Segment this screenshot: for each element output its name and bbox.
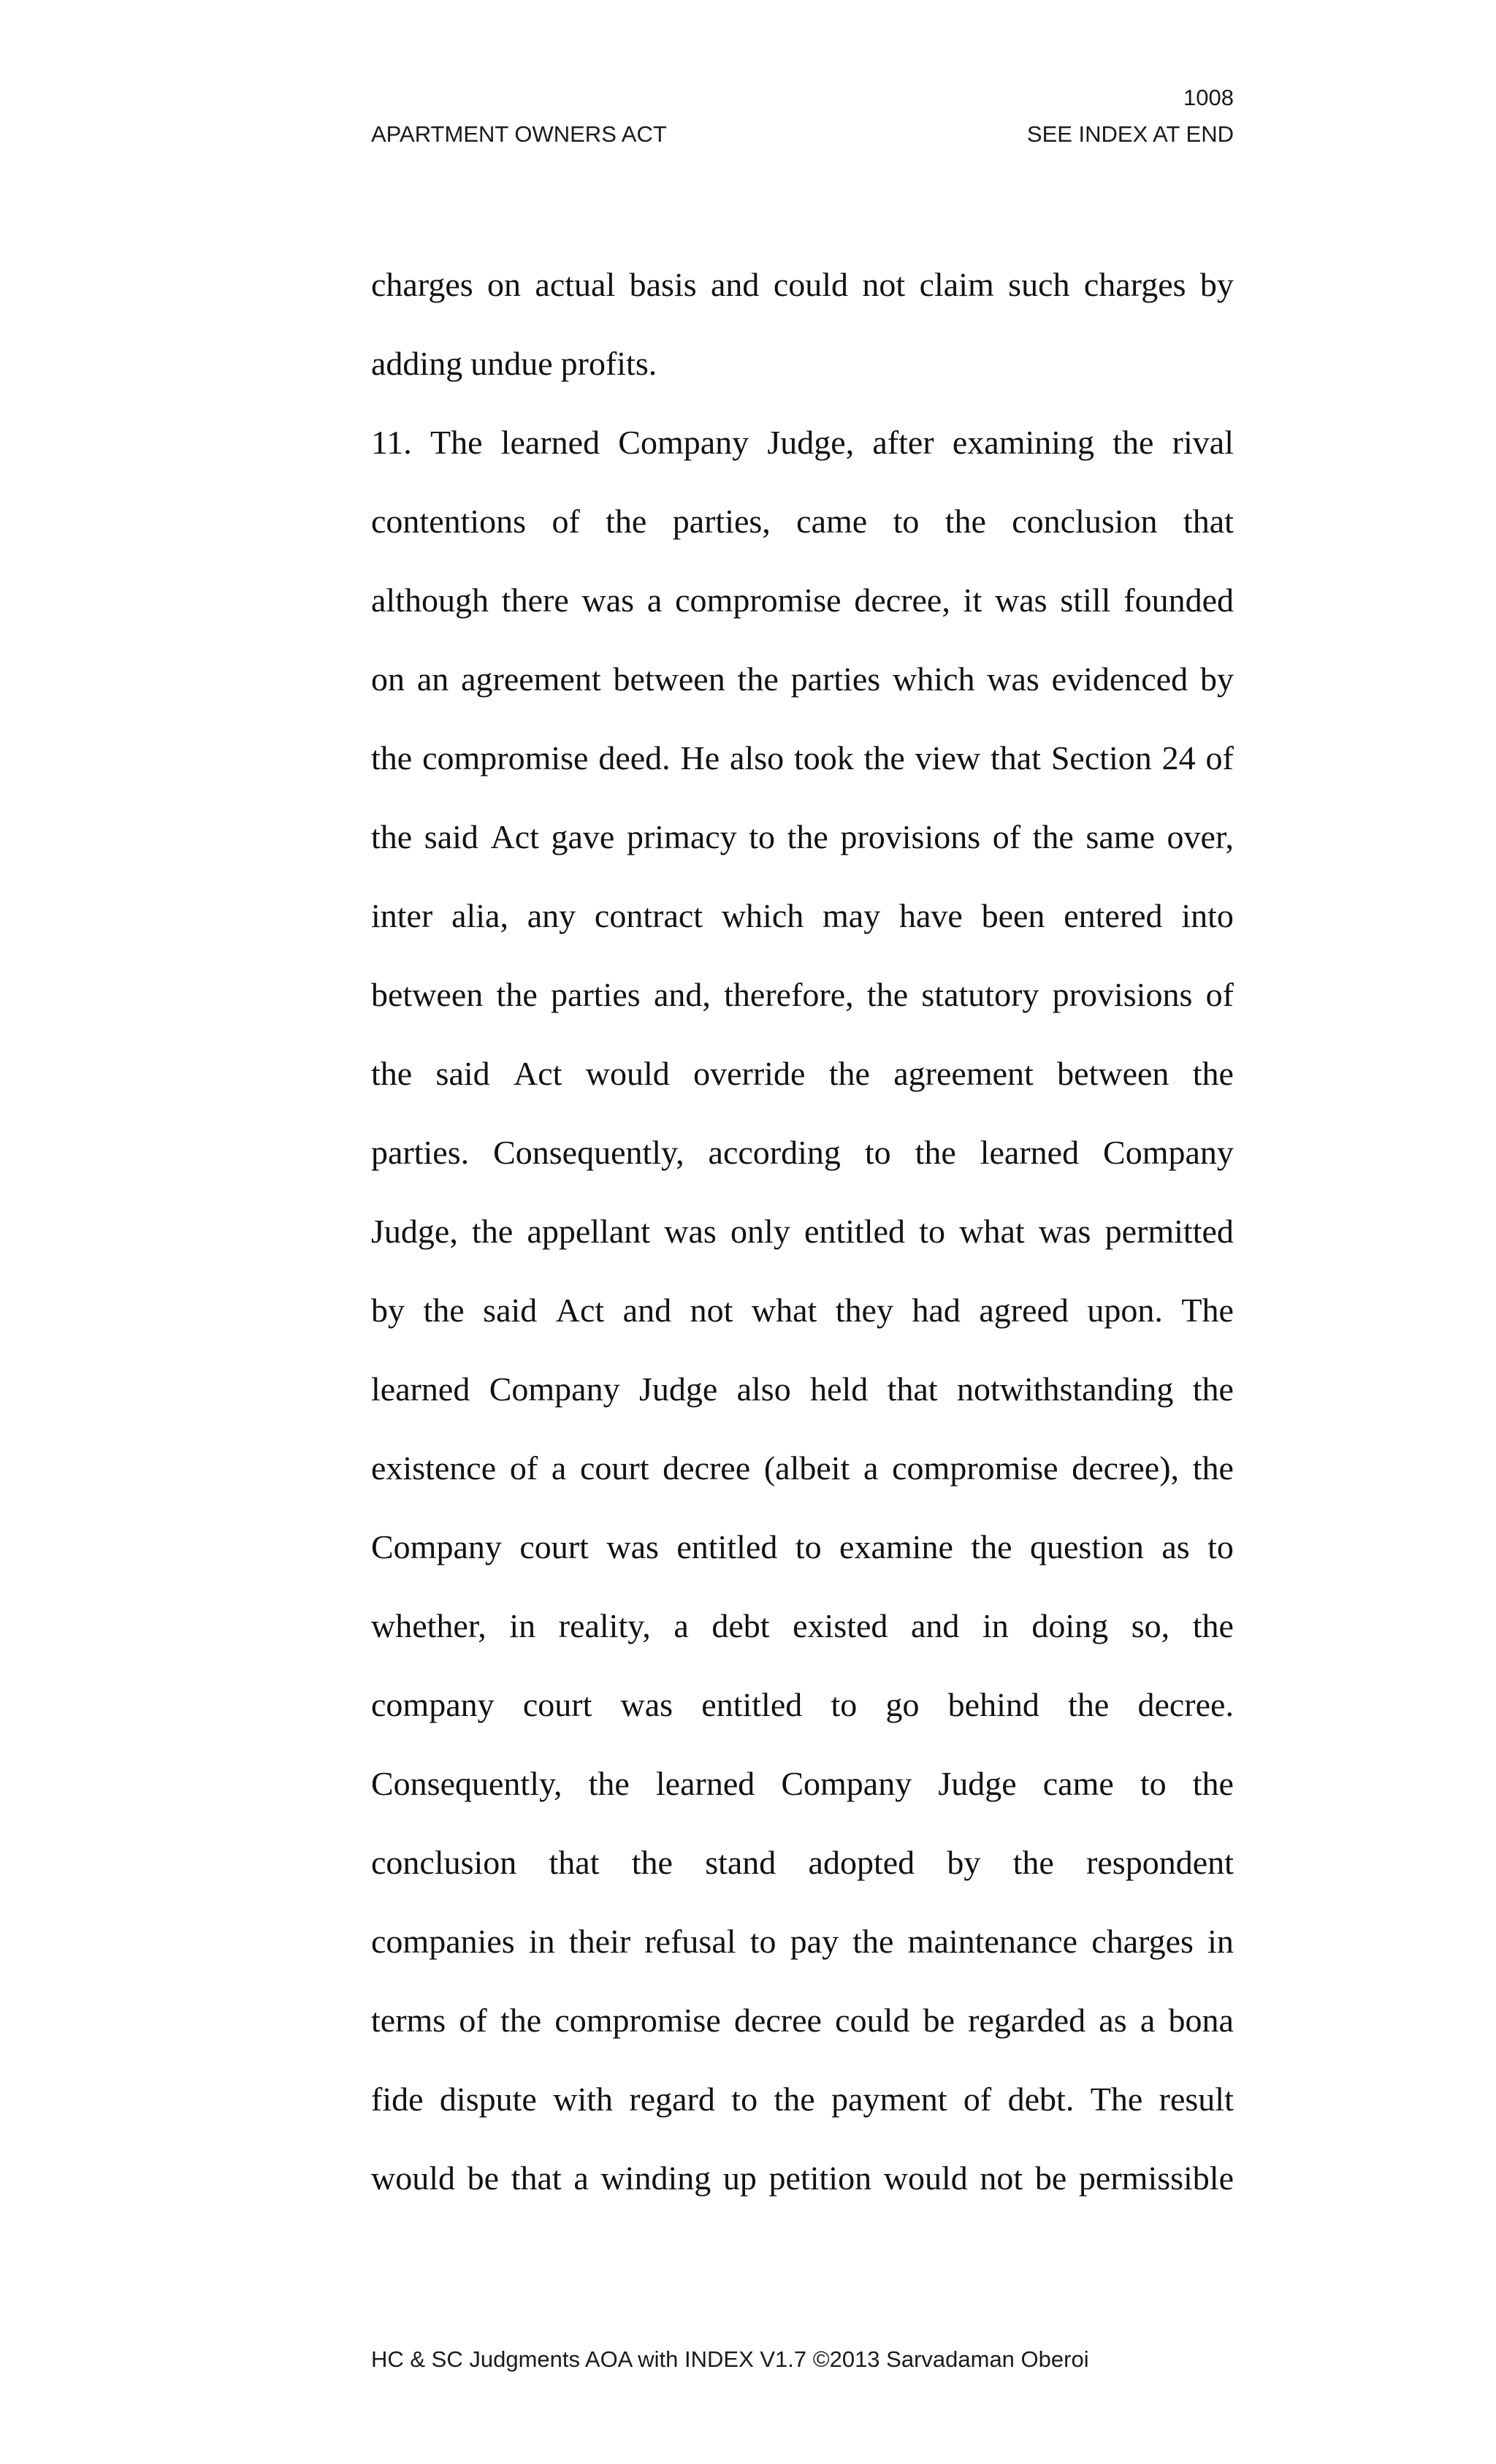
word: behind [947,1686,1039,1723]
word: and [622,1292,672,1329]
word: terms [371,2002,446,2039]
word: inter [371,897,433,934]
text-line [371,1603,1234,1682]
word: Act [514,1055,562,1092]
word: there [501,581,569,619]
word: to [1140,1765,1167,1802]
word: a [673,1607,689,1644]
word: of [552,503,580,540]
text-line [371,1919,1234,1998]
word: between [371,976,484,1013]
word: the [631,1844,673,1881]
word: after [872,424,934,461]
word: actual [535,266,616,303]
word: of [1205,976,1234,1013]
text-line [371,262,1234,341]
word: entered [1064,897,1163,934]
word: was [606,1528,659,1565]
word: primacy [626,818,737,855]
header-right-note: SEE INDEX AT END [1026,121,1234,147]
word: parties [790,660,881,698]
word: any [527,897,576,934]
word: agreement [461,660,601,698]
word: the [944,503,986,540]
word: regard [629,2080,715,2118]
word: of [459,2002,487,2039]
text-line [371,1525,1234,1603]
text-line [371,2156,1234,2235]
word: by [1199,660,1234,698]
word: The [1181,1292,1234,1329]
word: up [722,2159,757,2197]
word: profits. [560,345,657,382]
text-line [371,341,1234,420]
word: the [371,818,413,855]
word: took [794,739,854,777]
word: Company [781,1765,912,1802]
word: court [579,1449,649,1487]
word: said [424,818,478,855]
word: same [1085,818,1155,855]
word: compromise [554,2002,721,2039]
word: of [963,2080,992,2118]
word: Company [489,1370,620,1408]
word: they [835,1292,893,1329]
word: question [1030,1528,1144,1565]
word: a [863,1449,879,1487]
text-line [371,499,1234,578]
word: that [887,1370,938,1408]
word: Company [371,1528,502,1565]
word: the [1192,1765,1234,1802]
word: decree [663,1449,751,1487]
word: the [1192,1370,1234,1408]
text-line [371,1130,1234,1209]
word: into [1181,897,1234,934]
text-line [371,1288,1234,1367]
word: a [646,581,663,619]
text-line [371,815,1234,893]
word: whether, [371,1607,486,1644]
word: the [1192,1055,1234,1092]
word: regarded [968,2002,1086,2039]
word: debt. [1007,2080,1075,2118]
word: said [435,1055,490,1092]
text-line [371,893,1234,972]
word: the [774,2080,815,2118]
word: learned [371,1370,470,1408]
word: in [1207,1923,1234,1960]
word: the [737,660,779,698]
word: pay [790,1923,839,1960]
word: 11. [371,424,412,461]
word: as [1099,2002,1127,2039]
word: that [511,2159,562,2197]
word: dispute [439,2080,537,2118]
word: company [371,1686,495,1723]
word: decree, [854,581,950,619]
text-line [371,1682,1234,1761]
word: Judge [638,1370,718,1408]
word: in [528,1923,555,1960]
word: entitled [701,1686,803,1723]
text-line [371,657,1234,736]
word: notwithstanding [956,1370,1174,1408]
word: it [963,581,982,619]
word: was [664,1213,717,1250]
word: of [509,1449,538,1487]
word: held [810,1370,869,1408]
word: Judge [938,1765,1017,1802]
word: the [866,976,909,1013]
word: examining [952,424,1095,461]
text-line [371,1840,1234,1919]
word: decree), [1072,1449,1180,1487]
word: bona [1168,2002,1234,2039]
word: would [585,1055,670,1092]
word: the [500,2002,542,2039]
word: the [1192,1607,1234,1644]
word: go [885,1686,920,1723]
word: agreed [979,1292,1069,1329]
word: to [893,503,920,540]
word: the [1068,1686,1110,1723]
word: compromise [675,581,842,619]
word: came [1042,1765,1114,1802]
word: and, [653,976,711,1013]
word: the [863,739,905,777]
word: basis [629,266,697,303]
word: the [1032,818,1074,855]
word: their [568,1923,631,1960]
word: which [721,897,804,934]
word: provisions [840,818,981,855]
word: may [823,897,881,934]
word: was [1038,1213,1091,1250]
word: deed. [598,739,671,777]
word: entitled [804,1213,906,1250]
word: permissible [1078,2159,1234,2197]
word: the [1192,1449,1234,1487]
word: maintenance [907,1923,1078,1960]
word: in [982,1607,1009,1644]
word: The [1090,2080,1143,2118]
word: was [620,1686,673,1723]
word: what [959,1213,1025,1250]
word: contentions [371,503,527,540]
word: decree [733,2002,822,2039]
word: permitted [1104,1213,1234,1250]
word: learned [500,424,600,461]
word: court [519,1528,589,1565]
word: be [1034,2159,1067,2197]
word: He [680,739,720,777]
word: Section [1050,739,1152,777]
word: override [693,1055,806,1092]
word: the [371,739,413,777]
word: came [796,503,868,540]
word: doing [1031,1607,1109,1644]
word: respondent [1086,1844,1234,1881]
word: as [1161,1528,1190,1565]
word: the [787,818,828,855]
word: entitled [676,1528,778,1565]
word: a [573,2159,589,2197]
word: parties, [672,503,771,540]
word: gave [551,818,615,855]
word: reality, [558,1607,651,1644]
word: also [730,739,785,777]
word: in [509,1607,536,1644]
word: examine [839,1528,953,1565]
word: agreement [893,1055,1034,1092]
text-line [371,1446,1234,1525]
page-footer: HC & SC Judgments AOA with INDEX V1.7 ©2013 Sarvadaman Oberoi [371,2346,1089,2372]
word: the [371,1055,413,1092]
word: what [751,1292,817,1329]
word: learned [980,1134,1080,1171]
text-line [371,420,1234,499]
word: of [1205,739,1234,777]
word: contract [594,897,703,934]
text-line [371,1051,1234,1130]
word: the [1113,424,1154,461]
word: parties. [371,1134,470,1171]
word: founded [1123,581,1234,619]
word: to [731,2080,758,2118]
word: appellant [527,1213,651,1250]
word: existence [371,1449,497,1487]
word: Act [490,818,539,855]
word: Judge, [371,1213,458,1250]
word: on [371,660,405,698]
word: that [1183,503,1234,540]
word: the [606,503,647,540]
word: rival [1172,424,1234,461]
word: to [919,1213,946,1250]
word: a [1140,2002,1156,2039]
word: compromise [892,1449,1058,1487]
word: was [987,660,1039,698]
text-line [371,972,1234,1051]
word: was [581,581,635,619]
word: companies [371,1923,515,1960]
word: which [893,660,975,698]
word: been [981,897,1045,934]
word: the [852,1923,894,1960]
word: winding [600,2159,711,2197]
word: the [588,1765,630,1802]
text-line [371,2077,1234,2156]
word: Consequently, [371,1765,562,1802]
word: undue [470,345,553,382]
word: not [690,1292,733,1329]
word: the [496,976,538,1013]
word: a [551,1449,567,1487]
word: that [990,739,1041,777]
word: charges [1091,1923,1194,1960]
word: that [549,1844,600,1881]
word: to [831,1686,858,1723]
word: stand [705,1844,776,1881]
word: petition [768,2159,872,2197]
word: the [915,1134,956,1171]
word: fide [371,2080,424,2118]
word: not [980,2159,1023,2197]
body-text [371,262,1234,2235]
text-line [371,1367,1234,1446]
header-left-title: APARTMENT OWNERS ACT [371,121,667,147]
word: had [912,1292,961,1329]
text-line [371,1761,1234,1840]
word: to [749,818,776,855]
word: alia, [451,897,508,934]
word: so, [1131,1607,1170,1644]
word: between [1057,1055,1169,1092]
word: and [711,266,760,303]
word: the [1012,1844,1054,1881]
word: therefore, [724,976,854,1013]
word: to [795,1528,822,1565]
word: parties [551,976,641,1013]
word: debt [711,1607,770,1644]
word: not [862,266,906,303]
word: the [828,1055,870,1092]
word: court [522,1686,592,1723]
word: to [1207,1528,1234,1565]
word: adopted [808,1844,915,1881]
word: view [915,739,981,777]
word: The [430,424,483,461]
word: statutory [921,976,1039,1013]
word: adding [371,345,463,382]
word: the [472,1213,514,1250]
running-header [371,123,1234,145]
word: Company [618,424,749,461]
word: claim [919,266,994,303]
word: charges [1083,266,1186,303]
word: still [1060,581,1111,619]
word: conclusion [1012,503,1158,540]
text-line [371,578,1234,657]
word: was [995,581,1047,619]
word: upon. [1087,1292,1163,1329]
word: be [923,2002,955,2039]
word: charges [371,266,473,303]
word: and [911,1607,960,1644]
word: also [736,1370,791,1408]
text-line [371,1998,1234,2077]
text-line [371,1209,1234,1288]
word: would [371,2159,455,2197]
word: with [553,2080,613,2118]
word: existed [793,1607,888,1644]
word: only [730,1213,790,1250]
word: by [371,1292,405,1329]
word: could [835,2002,910,2039]
word: to [864,1134,891,1171]
word: according [708,1134,841,1171]
word: would [883,2159,968,2197]
word: refusal [644,1923,736,1960]
word: Act [555,1292,605,1329]
word: although [371,581,489,619]
word: Judge, [767,424,855,461]
word: provisions [1052,976,1193,1013]
page-number: 1008 [1183,85,1234,110]
word: between [613,660,725,698]
word: the [971,1528,1012,1565]
word: evidenced [1051,660,1188,698]
word: conclusion [371,1844,517,1881]
word: have [898,897,963,934]
word: be [467,2159,500,2197]
word: by [947,1844,981,1881]
word: payment [831,2080,947,2118]
word: compromise [422,739,589,777]
word: decree. [1137,1686,1234,1723]
word: to [749,1923,776,1960]
word: said [483,1292,538,1329]
word: by [1199,266,1234,303]
word: 24 [1161,739,1196,777]
word: over, [1167,818,1234,855]
word: (albeit [763,1449,850,1487]
word: Company [1103,1134,1234,1171]
word: result [1159,2080,1234,2118]
word: of [992,818,1021,855]
word: an [416,660,449,698]
text-line [371,736,1234,815]
word: could [773,266,849,303]
word: learned [655,1765,755,1802]
word: Consequently, [493,1134,684,1171]
word: on [487,266,522,303]
word: the [423,1292,465,1329]
word: such [1008,266,1070,303]
